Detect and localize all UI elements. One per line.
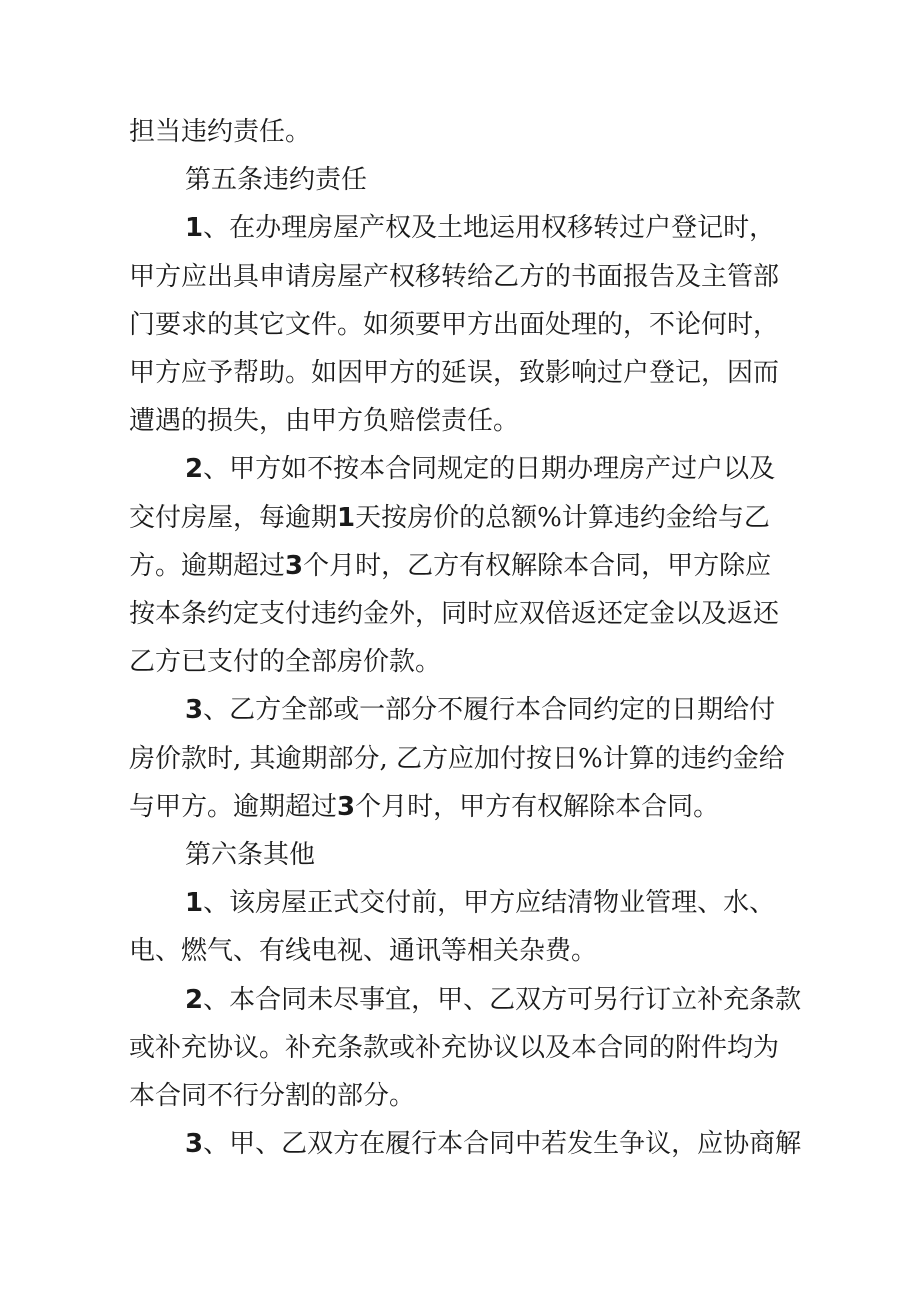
- text-line: 担当违约责任。: [129, 117, 312, 147]
- text-line: 3、乙方全部或一部分不履行本合同约定的日期给付: [185, 695, 776, 726]
- text-line: 第六条其他: [185, 840, 316, 871]
- text-line: 本合同不行分割的部分。: [129, 1081, 416, 1112]
- paragraph-p3: [129, 445, 809, 686]
- clause-number: 2: [185, 984, 204, 1015]
- text-line: 3、甲、乙双方在履行本合同中若发生争议，应协商解: [185, 1129, 802, 1160]
- text-line: 按本条约定支付违约金外，同时应双倍返还定金以及返还: [129, 599, 780, 630]
- text-line: 遭遇的损失，由甲方负赔偿责任。: [129, 406, 520, 437]
- text-line: 第五条违约责任: [185, 165, 368, 196]
- inline-number: 3: [337, 791, 356, 822]
- paragraph-p2: [129, 204, 809, 445]
- paragraph-p5: [129, 831, 809, 879]
- text-line: 1、在办理房屋产权及土地运用权移转过户登记时，: [185, 213, 776, 244]
- text-line: 方。逾期超过3个月时，乙方有权解除本合同，甲方除应: [129, 550, 772, 581]
- text-line: 1、该房屋正式交付前，甲方应结清物业管理、水、: [185, 888, 776, 919]
- paragraph-p0: [129, 108, 809, 156]
- text-line: 2、甲方如不按本合同规定的日期办理房产过户以及: [185, 454, 776, 485]
- text-line: 房价款时, 其逾期部分, 乙方应加付按日%计算的违约金给: [129, 743, 785, 774]
- text-line: 乙方已支付的全部房价款。: [129, 647, 442, 678]
- paragraph-p6: [129, 879, 809, 975]
- text-line: 电、燃气、有线电视、通讯等相关杂费。: [129, 936, 598, 967]
- text-line: 2、本合同未尽事宜，甲、乙双方可另行订立补充条款: [185, 984, 802, 1015]
- text-line: 甲方应予帮助。如因甲方的延误，致影响过户登记，因而: [129, 358, 780, 389]
- text-line: 与甲方。逾期超过3个月时，甲方有权解除本合同。: [129, 791, 720, 822]
- clause-number: 3: [185, 695, 204, 726]
- text-line: 甲方应出具申请房屋产权移转给乙方的书面报告及主管部: [129, 261, 780, 292]
- paragraph-p7: [129, 976, 809, 1121]
- contract-text: [129, 108, 809, 1168]
- paragraph-p1: [129, 156, 809, 204]
- paragraph-p4: [129, 686, 809, 831]
- clause-number: 1: [185, 888, 204, 919]
- clause-number: 3: [185, 1129, 204, 1160]
- clause-number: 2: [185, 454, 204, 485]
- inline-number: 3: [285, 550, 304, 581]
- text-line: 交付房屋，每逾期1天按房价的总额%计算违约金给与乙: [129, 502, 770, 533]
- clause-number: 1: [185, 213, 204, 244]
- text-line: 门要求的其它文件。如须要甲方出面处理的，不论何时，: [129, 309, 780, 340]
- text-line: 或补充协议。补充条款或补充协议以及本合同的附件均为: [129, 1032, 780, 1063]
- inline-number: 1: [337, 502, 356, 533]
- paragraph-p8: [129, 1120, 809, 1168]
